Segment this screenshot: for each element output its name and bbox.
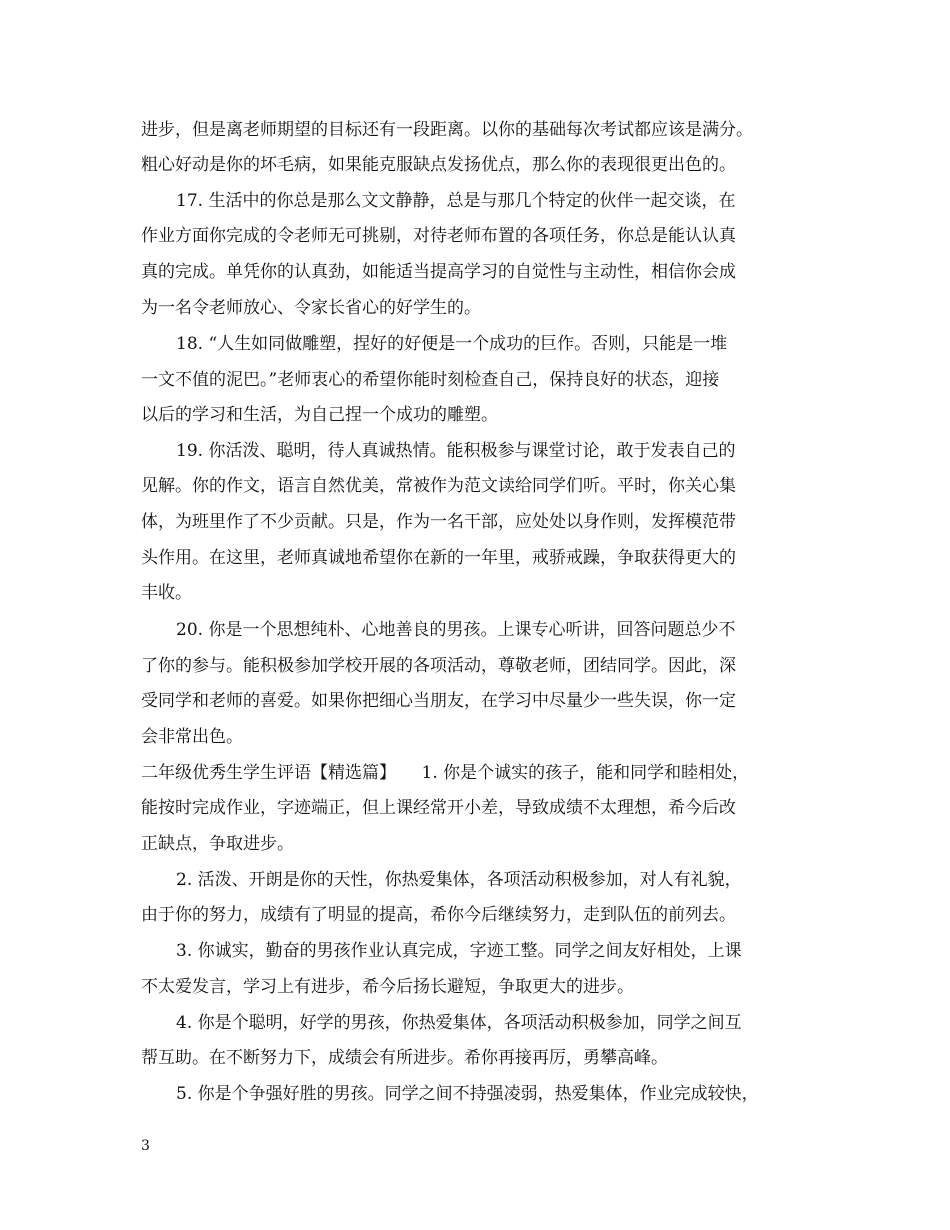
text-line: 帮互助。在不断努力下，成绩会有所进步。希你再接再厉，勇攀高峰。 xyxy=(141,1048,668,1068)
text-line: 3. 你诚实，勤奋的男孩作业认真完成，字迹工整。同学之间友好相处，上课 xyxy=(176,941,742,961)
text-line: 17. 生活中的你总是那么文文静静，总是与那几个特定的伙伴一起交谈，在 xyxy=(176,191,736,211)
text-line: 能按时完成作业，字迹端正，但上课经常开小差，导致成绩不太理想，希今后改 xyxy=(141,798,736,818)
text-line: 5. 你是个争强好胜的男孩。同学之间不持强凌弱，热爱集体，作业完成较快， xyxy=(176,1084,759,1104)
text-line: 正缺点，争取进步。 xyxy=(141,834,294,854)
text-line: 二年级优秀生学生评语【精选篇】 1. 你是个诚实的孩子，能和同学和睦相处， xyxy=(141,763,750,783)
text-line: 19. 你活泼、聪明，待人真诚热情。能积极参与课堂讨论，敢于发表自己的 xyxy=(176,441,736,461)
text-line: 了你的参与。能积极参加学校开展的各项活动，尊敬老师，团结同学。因此，深 xyxy=(141,656,736,676)
text-line: 粗心好动是你的坏毛病，如果能克服缺点发扬优点，那么你的表现很更出色的。 xyxy=(141,155,736,175)
text-line: 见解。你的作文，语言自然优美，常被作为范文读给同学们听。平时，你关心集 xyxy=(141,476,736,496)
text-line: 受同学和老师的喜爱。如果你把细心当朋友，在学习中尽量少一些失误，你一定 xyxy=(141,691,736,711)
text-line: 丰收。 xyxy=(141,583,192,603)
text-line: 以后的学习和生活，为自己捏一个成功的雕塑。 xyxy=(141,405,498,425)
text-line: 头作用。在这里，老师真诚地希望你在新的一年里，戒骄戒躁，争取获得更大的 xyxy=(141,548,736,568)
text-line: 一文不值的泥巴。”老师衷心的希望你能时刻检查自己，保持良好的状态，迎接 xyxy=(141,370,720,390)
text-line: 4. 你是个聪明，好学的男孩，你热爱集体，各项活动积极参加，同学之间互 xyxy=(176,1013,742,1033)
text-line: 会非常出色。 xyxy=(141,727,243,747)
page-number: 3 xyxy=(141,1138,150,1154)
text-line: 2. 活泼、开朗是你的天性，你热爱集体，各项活动积极参加，对人有礼貌， xyxy=(176,870,742,890)
text-line: 20. 你是一个思想纯朴、心地善良的男孩。上课专心听讲，回答问题总少不 xyxy=(176,620,736,640)
text-line: 体，为班里作了不少贡献。只是，作为一名干部，应处处以身作则，发挥模范带 xyxy=(141,512,736,532)
text-line: 18. “人生如同做雕塑，捏好的好便是一个成功的巨作。否则，只能是一堆 xyxy=(176,334,728,354)
text-line: 作业方面你完成的令老师无可挑剔，对待老师布置的各项任务，你总是能认认真 xyxy=(141,226,736,246)
text-line: 为一名令老师放心、令家长省心的好学生的。 xyxy=(141,298,481,318)
text-line: 进步，但是离老师期望的目标还有一段距离。以你的基础每次考试都应该是满分。 xyxy=(141,120,753,140)
text-line: 不太爱发言，学习上有进步，希今后扬长避短，争取更大的进步。 xyxy=(141,977,634,997)
text-line: 真的完成。单凭你的认真劲，如能适当提高学习的自觉性与主动性，相信你会成 xyxy=(141,262,736,282)
text-line: 由于你的努力，成绩有了明显的提高，希你今后继续努力，走到队伍的前列去。 xyxy=(141,905,736,925)
